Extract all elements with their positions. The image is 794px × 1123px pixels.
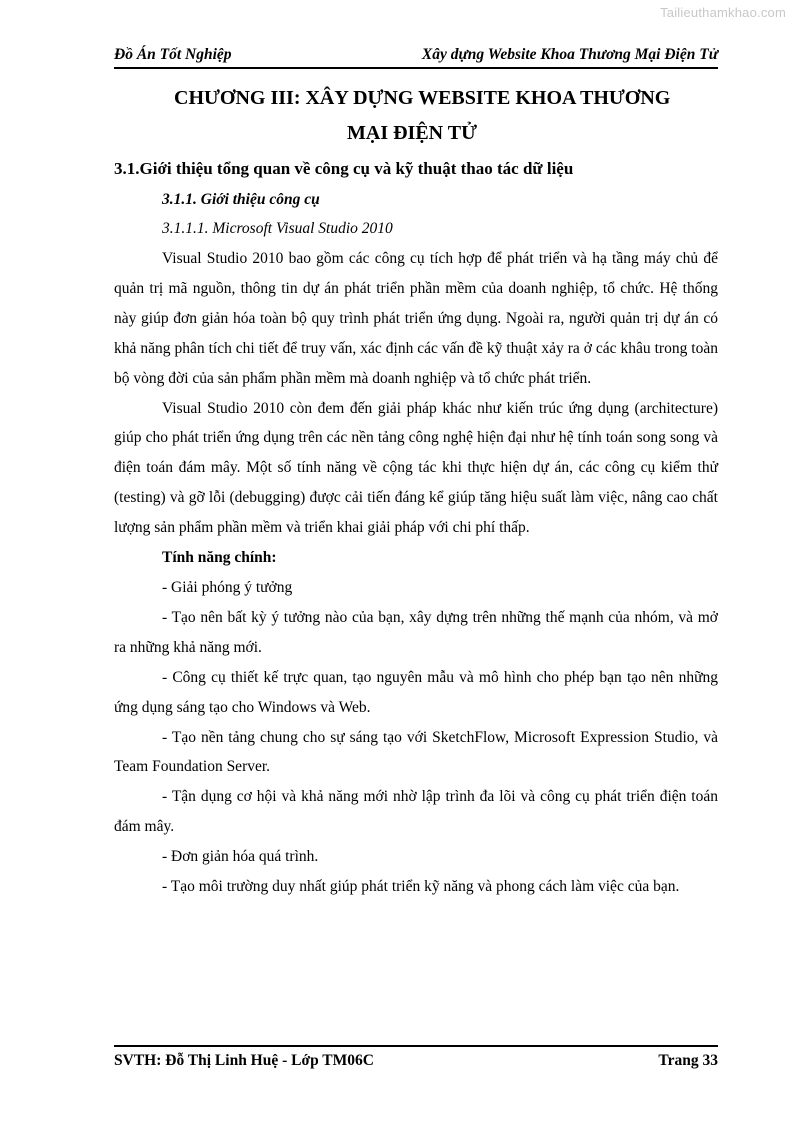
page-number: Trang 33 [658, 1052, 718, 1069]
feature-item: - Tận dụng cơ hội và khả năng mới nhờ lập trình đa lõi và công cụ phát triển điện toán đám mây. [114, 788, 718, 836]
feature-item: - Công cụ thiết kế trực quan, tạo nguyên mẫu và mô hình cho phép bạn tạo nên những ứng dụng sáng tạo cho Windows và Web. [114, 668, 718, 716]
watermark: Tailieuthamkhao.com [660, 5, 786, 20]
header-left: Đồ Án Tốt Nghiệp [114, 46, 232, 63]
section-title: 3.1.Giới thiệu tổng quan về công cụ và kỹ thuật thao tác dữ liệu [114, 159, 574, 178]
chapter-title-line1: CHƯƠNG III: XÂY DỰNG WEBSITE KHOA THƯƠNG [174, 87, 671, 109]
chapter-title-line2: MẠI ĐIỆN TỬ [347, 122, 478, 144]
paragraph: Visual Studio 2010 còn đem đến giải pháp khác như kiến trúc ứng dụng (architecture) giúp cho phát triển ứng dụng trên các nền tảng công nghệ hiện đại như hệ tính toán song song và điện toán đám mây. Một số tính năng về cộng tác khi thực hiện dự án, các công cụ kiểm thử (testing) và gỡ lỗi (debugging) được cải tiến đáng kể giúp tăng hiệu suất làm việc, nâng cao chất lượng sản phẩm phần mềm và triển khai giải pháp với chi phí thấp. [114, 399, 718, 537]
page-footer [114, 1045, 718, 1070]
footer-author: SVTH: Đỗ Thị Linh Huệ - Lớp TM06C [114, 1052, 374, 1069]
feature-item: - Giải phóng ý tưởng [162, 578, 293, 596]
paragraph: Visual Studio 2010 bao gồm các công cụ tích hợp để phát triển và hạ tầng máy chủ để quản trị mã nguồn, thông tin dự án phát triển phần mềm của doanh nghiệp, tổ chức. Hệ thống này giúp đơn giản hóa toàn bộ quy trình phát triển ứng dụng. Ngoài ra, người quản trị dự án có khả năng phân tích chi tiết để truy vấn, xác định các vấn đề kỹ thuật xảy ra ở các khâu trong toàn bộ vòng đời của sản phẩm phần mềm mà doanh nghiệp và tổ chức phát triển. [114, 250, 718, 387]
subsection-title: 3.1.1. Giới thiệu công cụ [162, 191, 320, 208]
feature-item: - Tạo nên bất kỳ ý tưởng nào của bạn, xây dựng trên những thế mạnh của nhóm, và mở ra những khả năng mới. [114, 608, 718, 656]
page-header [114, 46, 718, 69]
feature-item: - Tạo môi trường duy nhất giúp phát triển kỹ năng và phong cách làm việc của bạn. [162, 878, 680, 896]
feature-item: - Đơn giản hóa quá trình. [162, 848, 319, 866]
feature-item: - Tạo nền tảng chung cho sự sáng tạo với SketchFlow, Microsoft Expression Studio, và Team Foundation Server. [114, 728, 718, 776]
subsubsection-title: 3.1.1.1. Microsoft Visual Studio 2010 [162, 220, 393, 237]
document-body [114, 244, 718, 902]
header-right: Xây dựng Website Khoa Thương Mại Điện Tử [421, 46, 718, 63]
features-title: Tính năng chính: [162, 549, 277, 567]
